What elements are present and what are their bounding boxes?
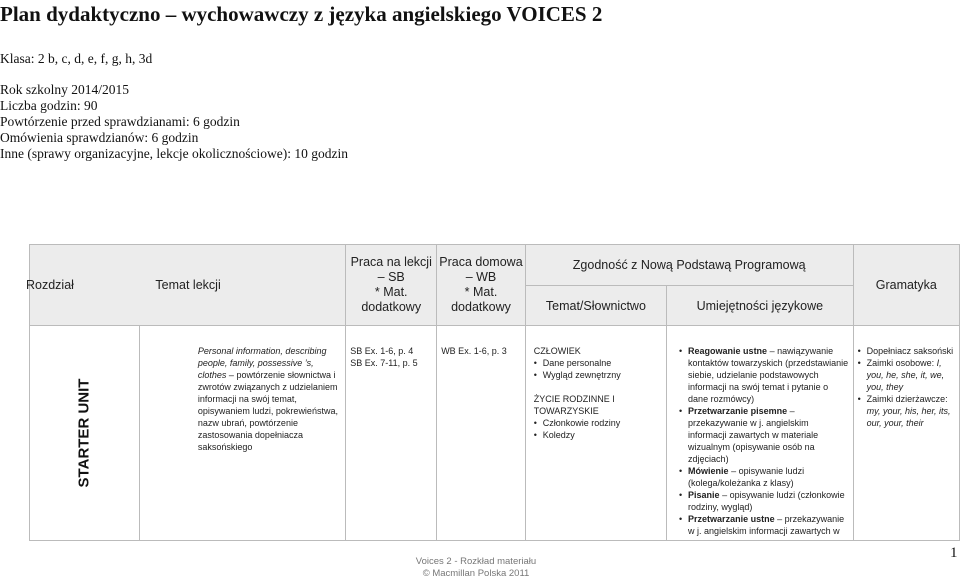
skill-name: Reagowanie ustne	[688, 346, 768, 356]
footer-line: © Macmillan Polska 2011	[422, 568, 530, 579]
grammar-example: I, you, he, she, it, we, you, they	[866, 358, 945, 392]
info-line: Rok szkolny 2014/2015	[0, 82, 130, 97]
skill-item	[679, 513, 849, 537]
vocab-cell	[525, 326, 666, 541]
grammar-text: Dopełniacz saksoński	[866, 346, 954, 356]
sb-line: SB Ex. 1-6, p. 4	[350, 346, 414, 356]
footer-line: Voices 2 - Rozkład materiału	[415, 556, 537, 567]
class-list: Klasa: 2 b, c, d, e, f, g, h, 3d	[0, 51, 153, 66]
topic-plain: powtórzenie słownictwa i zwrotów związanych z udzielaniem informacji na swój temat, opisywaniem ludzi, pokrewieństwa, nazw ubrań, powtórzenie zastosowania dopełniacza saksońskiego	[197, 370, 338, 452]
header-rozdzial: Rozdział	[26, 278, 74, 292]
header-umiejetnosci: Umiejętności językowe	[667, 286, 854, 326]
info-line: Omówienia sprawdzianów: 6 godzin	[0, 130, 199, 145]
header-line: dodatkowy	[451, 300, 511, 314]
header-line: Praca domowa	[439, 255, 523, 269]
skill-name: Przetwarzanie ustne	[688, 514, 775, 524]
page-footer	[411, 556, 541, 580]
skill-item	[679, 345, 849, 405]
header-slownictwo: Temat/Słownictwo	[525, 286, 666, 326]
unit-label: STARTER UNIT	[75, 378, 93, 487]
header-praca-domowa	[437, 245, 526, 326]
header-line: * Mat.	[374, 285, 408, 299]
skill-desc: – opisywanie ludzi (członkowie rodziny, wygląd)	[688, 490, 845, 512]
vocab-heading: ŻYCIE RODZINNE I TOWARZYSKIE	[533, 394, 615, 416]
topic-italic: Personal information, describing people, family, possessive ’s, clothes –	[197, 346, 327, 380]
skill-name: Przetwarzanie pisemne	[688, 406, 788, 416]
grammar-cell	[853, 326, 959, 541]
sb-line: SB Ex. 7-11, p. 5	[350, 358, 418, 368]
header-line: dodatkowy	[361, 300, 422, 314]
skill-desc: – przekazywanie w j. angielskim informacji zawartych w materiale wizualnym (opisywanie osób na zdjęciach)	[688, 406, 819, 464]
page-number: 1	[950, 545, 958, 561]
header-line: – SB	[377, 270, 405, 284]
wb-line: WB Ex. 1-6, p. 3	[441, 346, 507, 356]
info-line: Powtórzenie przed sprawdzianami: 6 godzin	[0, 114, 240, 129]
header-line: Praca na lekcji	[350, 255, 432, 269]
plan-table	[26, 244, 960, 541]
document-title: Plan dydaktyczno – wychowawczy z języka angielskiego VOICES 2	[0, 2, 603, 26]
skill-item	[679, 489, 849, 513]
skill-name: Pisanie	[688, 490, 720, 500]
grammar-item	[858, 345, 955, 357]
header-line: * Mat.	[464, 285, 498, 299]
info-line: Liczba godzin: 90	[0, 98, 98, 113]
sb-cell	[346, 326, 437, 541]
grammar-text: Zaimki dzierżawcze:	[866, 394, 948, 404]
wb-cell	[437, 326, 526, 541]
skill-item	[679, 405, 849, 465]
vocab-item: • Członkowie rodziny	[534, 417, 662, 429]
grammar-item	[858, 357, 955, 393]
vocab-item: • Dane personalne	[534, 357, 662, 369]
header-gramatyka: Gramatyka	[853, 245, 959, 326]
header-temat: Temat lekcji	[155, 278, 221, 292]
info-line: Inne (sprawy organizacyjne, lekcje okolicznościowe): 10 godzin	[0, 146, 349, 161]
vocab-item: • Koledzy	[534, 429, 662, 441]
skill-desc: – nawiązywanie kontaktów towarzyskich (przedstawianie siebie, udzielanie podstawowych informacji na swój temat i pytanie o dane rozmówcy)	[688, 346, 849, 404]
skill-item	[679, 465, 849, 489]
skill-desc: – opisywanie ludzi (kolega/koleżanka z klasy)	[688, 466, 805, 488]
header-line: – WB	[465, 270, 497, 284]
grammar-example: my, your, his, her, its, our, your, their	[866, 406, 951, 428]
grammar-item	[858, 393, 955, 429]
grammar-text: Zaimki osobowe:	[866, 358, 937, 368]
unit-cell	[30, 326, 140, 541]
header-praca-lekcji	[346, 245, 437, 326]
skill-name: Mówienie	[688, 466, 729, 476]
vocab-heading: CZŁOWIEK	[533, 346, 581, 356]
skill-desc: – przekazywanie w j. angielskim informacji zawartych w	[688, 514, 845, 536]
header-zgodnosc: Zgodność z Nową Podstawą Programową	[525, 245, 853, 286]
header-cell	[26, 245, 346, 326]
skills-cell	[667, 326, 854, 541]
topic-cell	[139, 326, 345, 541]
course-info	[0, 82, 348, 162]
vocab-item: • Wygląd zewnętrzny	[534, 369, 662, 381]
